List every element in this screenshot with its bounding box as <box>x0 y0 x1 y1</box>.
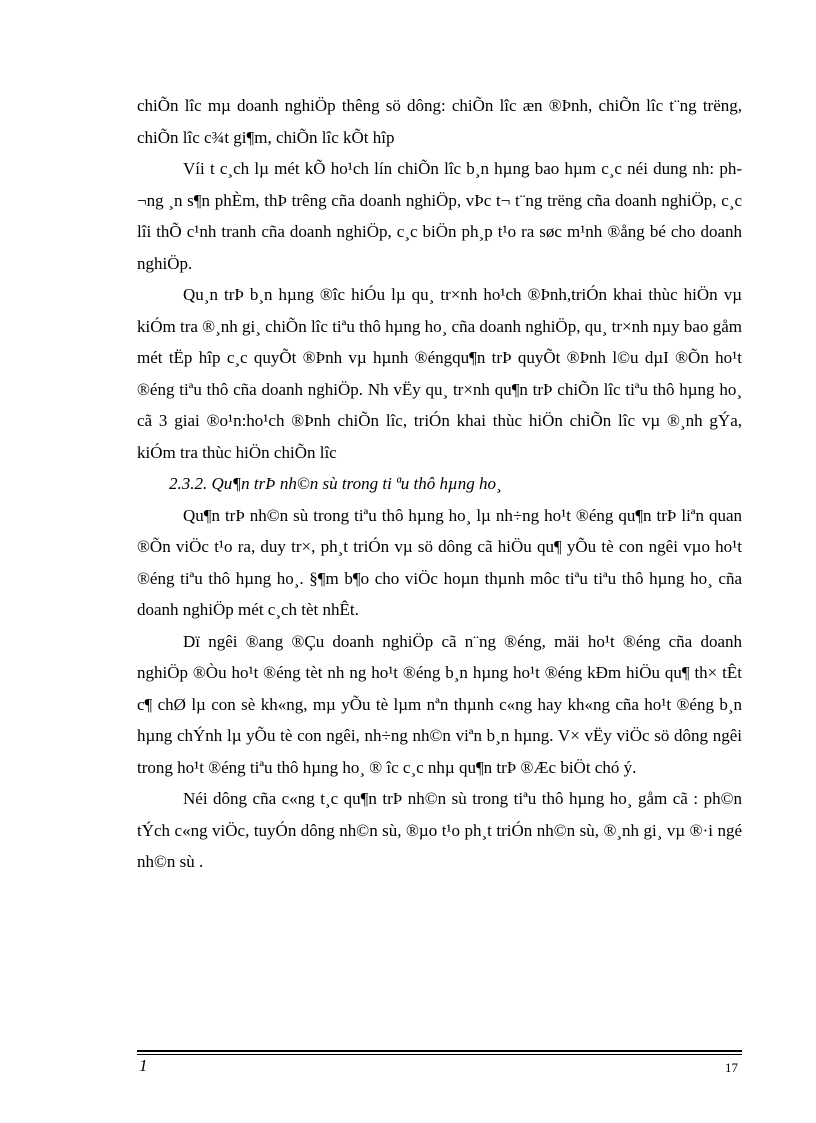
paragraph-5: Dï ngêi ®ang ®Çu doanh nghiÖp cã n¨ng ®éng, mäi ho¹t ®éng cña doanh nghiÖp ®Òu ho¹t ®éng tèt nh ng ho¹t ®éng b¸n hµng ho¹t ®éng kÐm hiÖu qu¶ th× tÊt c¶ chØ lµ con sè kh«ng, mµ yÕu tè lµm nªn thµnh c«ng hay kh«ng cña ho¹t ®éng b¸n hµng chÝnh lµ yÕu tè con ngêi, nh÷ng nh©n viªn b¸n hµng. V× vËy viÖc sö dông ngêi trong ho¹t ®éng tiªu thô hµng ho¸ ® îc c¸c nhµ qu¶n trÞ ®Æc biÖt chó ý. <box>137 631 742 777</box>
section-heading: 2.3.2. Qu¶n trÞ nh©n sù trong ti ªu thô hµng ho¸ <box>169 474 502 493</box>
footer-left-mark: 1 <box>139 1056 148 1075</box>
footer-divider <box>137 1050 742 1052</box>
body-text <box>137 90 742 878</box>
paragraph-1: chiÕn lîc mµ doanh nghiÖp thêng sö dông: chiÕn lîc æn ®Þnh, chiÕn lîc t¨ng trëng, chiÕn lîc c¾t gi¶m, chiÕn lîc kÕt hîp <box>137 96 742 147</box>
paragraph-3: Qu¸n trÞ b¸n hµng ®îc hiÓu lµ qu¸ tr×nh ho¹ch ®Þnh,triÓn khai thùc hiÖn vµ kiÓm tra ®¸nh gi¸ chiÕn lîc tiªu thô hµng ho¸ cña doanh nghiÖp, qu¸ tr×nh nµy bao gåm mét tËp hîp c¸c quyÕt ®Þnh vµ hµnh ®éngqu¶n trÞ quyÕt ®Þnh l©u dµI ®Õn ho¹t ®éng tiªu thô cña doanh nghiÖp. Nh vËy qu¸ tr×nh qu¶n trÞ chiÕn lîc tiªu thô hµng ho¸ cã 3 giai ®o¹n:ho¹ch ®Þnh chiÕn lîc, triÓn khai thùc hiÖn chiÕn lîc vµ ®¸nh gÝa, kiÓm tra thùc hiÖn chiÕn lîc <box>137 285 742 462</box>
footer-divider-thin <box>137 1054 742 1055</box>
page-number: 17 <box>725 1060 738 1075</box>
paragraph-6: Néi dông cña c«ng t¸c qu¶n trÞ nh©n sù trong tiªu thô hµng ho¸ gåm cã : ph©n tÝch c«ng viÖc, tuyÓn dông nh©n sù, ®µo t¹o ph¸t triÓn nh©n sù, ®¸nh gi¸ vµ ®·i ngé nh©n sù . <box>137 789 742 871</box>
paragraph-4: Qu¶n trÞ nh©n sù trong tiªu thô hµng ho¸ lµ nh÷ng ho¹t ®éng qu¶n trÞ liªn quan ®Õn viÖc t¹o ra, duy tr×, ph¸t triÓn vµ sö dông cã hiÖu qu¶ yÕu tè con ngêi vµo ho¹t ®éng tiªu thô hµng ho¸. §¶m b¶o cho viÖc hoµn thµnh môc tiªu tiªu thô hµng ho¸ cña doanh nghiÖp mét c¸ch tèt nhÊt. <box>137 505 742 619</box>
paragraph-2: Víi t c¸ch lµ mét kÕ ho¹ch lín chiÕn lîc b¸n hµng bao hµm c¸c néi dung nh: ph¬ng ¸n s¶n phÈm, thÞ trêng cña doanh nghiÖp, vÞc t¬ t¨ng trëng cña doanh nghiÖp, c¸c lîi thÕ c¹nh tranh cña doanh nghiÖp, c¸c biÖn ph¸p t¹o ra søc m¹nh ®ång bé cho doanh nghiÖp. <box>137 159 742 273</box>
